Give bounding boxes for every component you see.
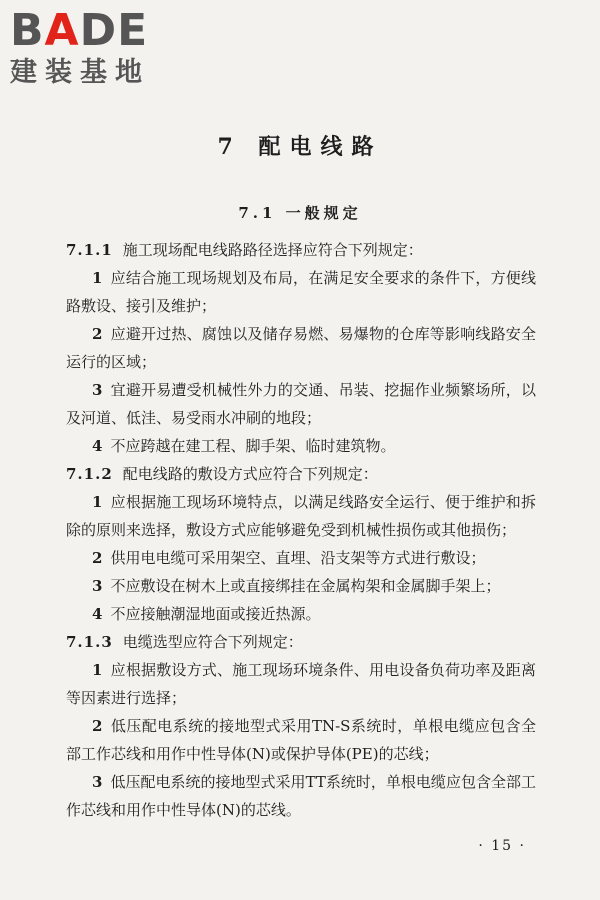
page-number: · 15 · <box>478 838 526 854</box>
item-number: 3 <box>92 773 103 791</box>
item-number: 3 <box>92 577 103 595</box>
logo-subtitle: 建装基地 <box>10 57 150 88</box>
clause-number: 7.1.1 <box>66 241 113 259</box>
logo-letter: B <box>10 5 45 56</box>
chapter-title-text: 配电线路 <box>258 134 383 160</box>
clause-item <box>66 712 536 768</box>
clause <box>66 236 536 264</box>
chapter-title <box>0 130 600 161</box>
clause-item <box>66 600 536 628</box>
item-number: 4 <box>92 605 103 623</box>
clause-item <box>66 264 536 320</box>
brand-logo <box>10 6 180 90</box>
logo-wordmark <box>10 6 180 56</box>
item-number: 2 <box>92 549 103 567</box>
item-number: 1 <box>92 269 103 287</box>
clause-item <box>66 376 536 432</box>
item-number: 3 <box>92 381 103 399</box>
clause <box>66 460 536 488</box>
chapter-number: 7 <box>217 134 242 160</box>
item-text: 供用电电缆可采用架空、直埋、沿支架等方式进行敷设； <box>110 549 486 567</box>
clause-number: 7.1.2 <box>66 465 113 483</box>
clause-text: 配电线路的敷设方式应符合下列规定： <box>122 465 378 483</box>
item-number: 2 <box>92 325 103 343</box>
logo-letter: E <box>117 5 149 56</box>
clause-number: 7.1.3 <box>66 633 113 651</box>
clause-item <box>66 768 536 824</box>
item-number: 1 <box>92 661 103 679</box>
item-text: 宜避开易遭受机械性外力的交通、吊装、挖掘作业频繁场所，以及河道、低洼、易受雨水冲刷的地段； <box>66 381 536 427</box>
item-text: 低压配电系统的接地型式采用TN-S系统时，单根电缆应包含全部工作芯线和用作中性导体(N)或保护导体(PE)的芯线； <box>66 717 536 763</box>
item-text: 应结合施工现场规划及布局，在满足安全要求的条件下，方便线路敷设、接引及维护； <box>66 269 536 315</box>
item-text: 不应接触潮湿地面或接近热源。 <box>110 605 321 623</box>
clause-text: 电缆选型应符合下列规定： <box>122 633 303 651</box>
item-text: 应避开过热、腐蚀以及储存易燃、易爆物的仓库等影响线路安全运行的区域； <box>66 325 536 371</box>
item-number: 1 <box>92 493 103 511</box>
clause-item <box>66 572 536 600</box>
logo-letter-accent: A <box>44 5 80 56</box>
item-number: 2 <box>92 717 103 735</box>
item-text: 不应跨越在建工程、脚手架、临时建筑物。 <box>110 437 396 455</box>
item-text: 不应敷设在树木上或直接绑挂在金属构架和金属脚手架上； <box>110 577 501 595</box>
section-number: 7.1 <box>238 204 277 222</box>
clause-item <box>66 320 536 376</box>
clause-item <box>66 488 536 544</box>
item-number: 4 <box>92 437 103 455</box>
clause-text: 施工现场配电线路路径选择应符合下列规定： <box>122 241 423 259</box>
section-title-text: 一般规定 <box>285 204 362 222</box>
item-text: 应根据施工现场环境特点，以满足线路安全运行、便于维护和拆除的原则来选择，敷设方式应能够避免受到机械性损伤或其他损伤； <box>66 493 536 539</box>
item-text: 低压配电系统的接地型式采用TT系统时，单根电缆应包含全部工作芯线和用作中性导体(N)的芯线。 <box>66 773 536 819</box>
item-text: 应根据敷设方式、施工现场环境条件、用电设备负荷功率及距离等因素进行选择； <box>66 661 536 707</box>
logo-letter: D <box>79 5 118 56</box>
body-text <box>66 236 536 824</box>
section-title <box>0 202 600 223</box>
clause-item <box>66 432 536 460</box>
clause <box>66 628 536 656</box>
clause-item <box>66 544 536 572</box>
clause-item <box>66 656 536 712</box>
